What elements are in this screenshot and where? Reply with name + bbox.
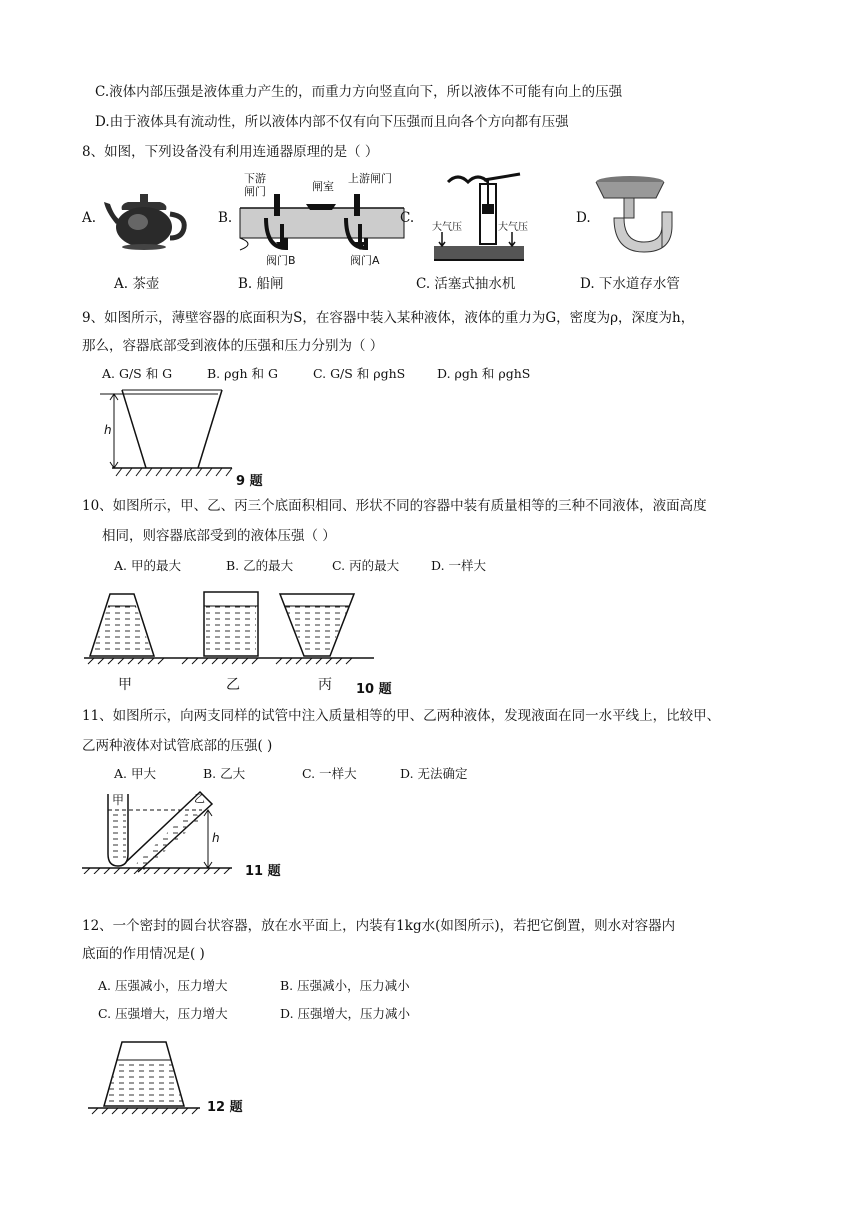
q11-h-label: h (212, 831, 220, 845)
q11-stem-line1: 11、如图所示，向两支同样的试管中注入质量相等的甲、乙两种液体，发现液面在同一水平线上，比较甲、 (82, 708, 721, 724)
q8-fig-letter-d: D. (576, 210, 591, 226)
q8-option-b: B. 船闸 (238, 276, 284, 292)
q12-option-c: C. 压强增大，压力增大 (98, 1006, 228, 1021)
pump-label-right: 大气压 (498, 222, 528, 233)
lock-label-gate: 闸门 (244, 185, 266, 198)
q11-test-tubes-figure (82, 788, 242, 874)
q8-fig-letter-c: C. (400, 210, 415, 226)
q11-stem-line2: 乙两种液体对试管底部的压强( ) (82, 738, 273, 754)
teapot-figure (100, 172, 192, 254)
q9-option-b: B. ρgh 和 G (207, 366, 278, 381)
q8-option-d: D. 下水道存水管 (580, 276, 680, 292)
q11-fig-label: 11 题 (245, 864, 281, 879)
q12-frustum-container-figure (88, 1038, 204, 1116)
q10-three-containers-figure (84, 586, 374, 670)
q9-container-figure (96, 388, 236, 478)
q10-container-jia: 甲 (118, 677, 132, 693)
q9-option-d: D. ρgh 和 ρghS (437, 366, 531, 381)
lock-label-chamber: 闸室 (312, 180, 334, 193)
q11-option-a: A. 甲大 (114, 766, 156, 781)
q8-option-a: A. 茶壶 (114, 276, 160, 292)
q10-option-c: C. 丙的最大 (332, 558, 400, 573)
lock-label-upstream-gate: 上游闸门 (348, 172, 392, 185)
q10-stem-line1: 10、如图所示，甲、乙、丙三个底面积相同、形状不同的容器中装有质量相等的三种不同液体，液面高度 (82, 498, 707, 514)
q9-h-label: h (104, 423, 112, 437)
q8-stem: 8、如图，下列设备没有利用连通器原理的是（ ） (82, 144, 379, 160)
q8-fig-letter-a: A. (82, 210, 97, 226)
q9-option-a: A. G/S 和 G (102, 366, 173, 381)
q10-option-a: A. 甲的最大 (114, 558, 181, 573)
q11-option-c: C. 一样大 (302, 766, 357, 781)
ship-lock-figure (236, 168, 408, 270)
q10-container-yi: 乙 (226, 677, 240, 693)
q10-container-bing: 丙 (318, 677, 332, 693)
q10-stem-line2: 相同，则容器底部受到的液体压强（ ） (102, 528, 336, 544)
q10-fig-label: 10 题 (356, 682, 392, 697)
q9-stem-line1: 9、如图所示，薄壁容器的底面积为S，在容器中装入某种液体，液体的重力为G，密度为ρ，深度为h， (82, 310, 695, 326)
lock-label-valve-b: 阀门B (266, 254, 296, 267)
q11-option-b: B. 乙大 (203, 766, 246, 781)
q8-option-c: C. 活塞式抽水机 (416, 276, 516, 292)
q9-stem-line2: 那么，容器底部受到液体的压强和压力分别为（ ） (82, 338, 384, 354)
pump-label-left: 大气压 (432, 222, 462, 233)
q7-option-c: C.液体内部压强是液体重力产生的，而重力方向竖直向下，所以液体不可能有向上的压强 (95, 84, 623, 100)
q11-option-d: D. 无法确定 (400, 766, 468, 781)
q12-option-a: A. 压强减小，压力增大 (98, 978, 228, 993)
q10-option-b: B. 乙的最大 (226, 558, 294, 573)
q8-fig-letter-b: B. (218, 210, 233, 226)
q11-tube-yi-label: 乙 (194, 792, 205, 805)
lock-label-downstream: 下游 (244, 172, 266, 185)
q12-option-b: B. 压强减小，压力减小 (280, 978, 410, 993)
lock-label-valve-a: 阀门A (350, 254, 380, 267)
drain-trap-figure (590, 172, 682, 254)
q9-fig-label: 9 题 (236, 474, 263, 489)
q10-option-d: D. 一样大 (431, 558, 487, 573)
q12-stem-line2: 底面的作用情况是( ) (82, 946, 205, 962)
q12-option-d: D. 压强增大，压力减小 (280, 1006, 411, 1021)
q12-fig-label: 12 题 (207, 1100, 243, 1115)
q7-option-d: D.由于液体具有流动性，所以液体内部不仅有向下压强而且向各个方向都有压强 (95, 114, 569, 130)
piston-pump-figure (428, 168, 530, 270)
q9-option-c: C. G/S 和 ρghS (313, 366, 406, 381)
q12-stem-line1: 12、一个密封的圆台状容器，放在水平面上，内装有1kg水(如图所示)，若把它倒置，则水对容器内 (82, 918, 676, 934)
q11-tube-jia-label: 甲 (112, 793, 125, 807)
